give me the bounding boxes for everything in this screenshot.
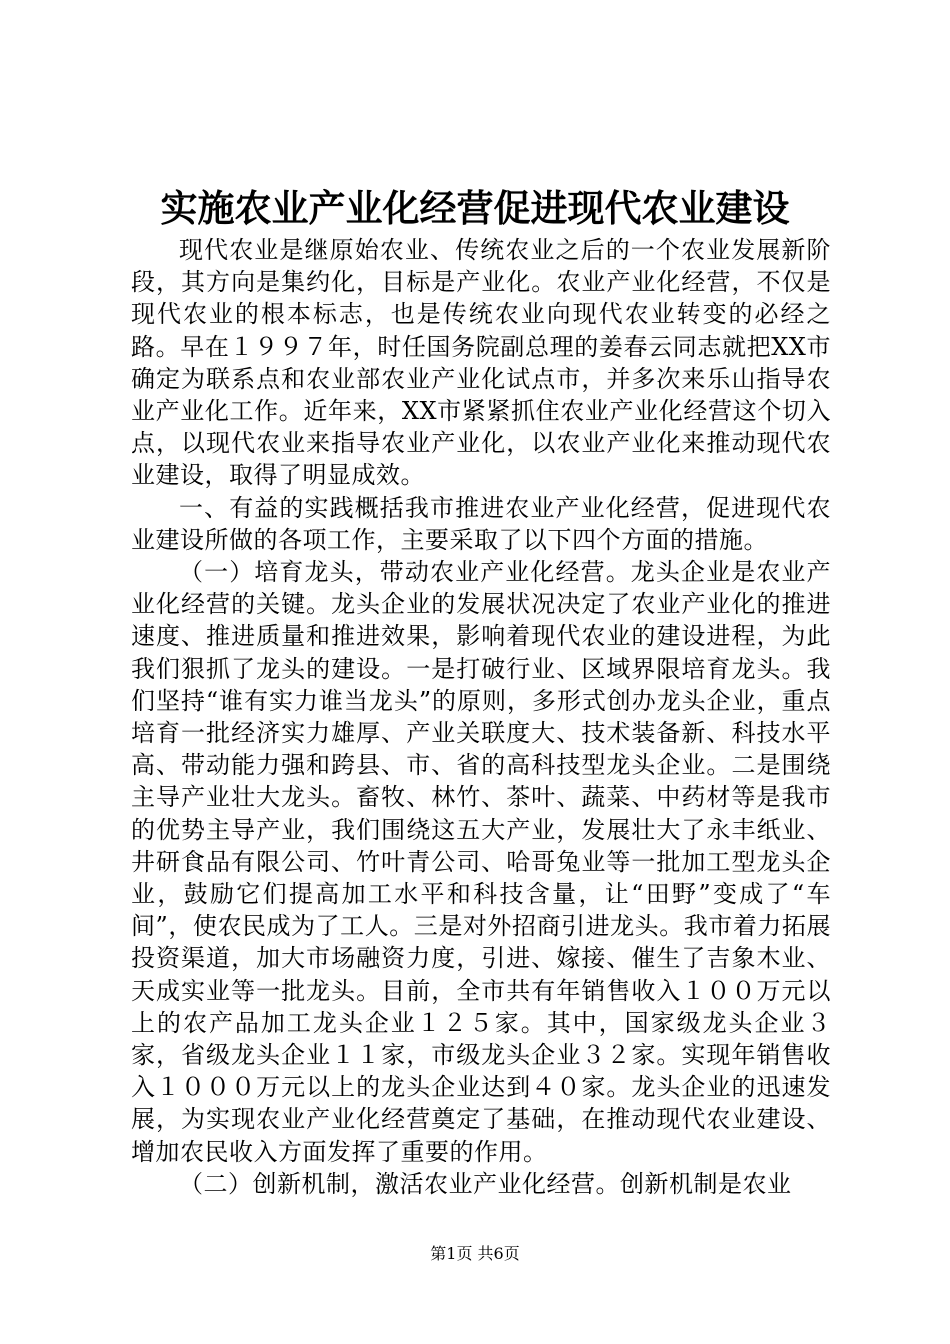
paragraph-section-one: 一、有益的实践概括我市推进农业产业化经营，促进现代农业建设所做的各项工作，主要采取了以下四个方面的措施。	[131, 493, 831, 554]
paragraph-intro: 现代农业是继原始农业、传统农业之后的一个农业发展新阶段，其方向是集约化，目标是产业化。农业产业化经营，不仅是现代农业的根本标志，也是传统农业向现代农业转变的必经之路。早在１９９７年，时任国务院副总理的姜春云同志就把XX市确定为联系点和农业部农业产业化试点市，并多次来乐山指导农业产业化工作。近年来，XX市紧紧抓住农业产业化经营这个切入点，以现代农业来指导农业产业化，以农业产业化来推动现代农业建设，取得了明显成效。	[131, 236, 831, 490]
paragraph-subsection-two: （二）创新机制，激活农业产业化经营。创新机制是农业	[179, 1169, 792, 1198]
document-title: 实施农业产业化经营促进现代农业建设	[160, 186, 790, 230]
paragraph-subsection-one: （一）培育龙头，带动农业产业化经营。龙头企业是农业产业化经营的关键。龙头企业的发展状况决定了农业产业化的推进速度、推进质量和推进效果，影响着现代农业的建设进程，为此我们狠抓了龙头的建设。一是打破行业、区域界限培育龙头。我们坚持“谁有实力谁当龙头”的原则，多形式创办龙头企业，重点培育一批经济实力雄厚、产业关联度大、技术装备新、科技水平高、带动能力强和跨县、市、省的高科技型龙头企业。二是围绕主导产业壮大龙头。畜牧、林竹、茶叶、蔬菜、中药材等是我市的优势主导产业，我们围绕这五大产业，发展壮大了永丰纸业、井研食品有限公司、竹叶青公司、哈哥兔业等一批加工型龙头企业，鼓励它们提高加工水平和科技含量，让“田野”变成了“车间”，使农民成为了工人。三是对外招商引进龙头。我市着力拓展投资渠道，加大市场融资力度，引进、嫁接、催生了吉象木业、天成实业等一批龙头。目前，全市共有年销售收入１００万元以上的农产品加工龙头企业１２５家。其中，国家级龙头企业３家，省级龙头企业１１家，市级龙头企业３２家。实现年销售收入１０００万元以上的龙头企业达到４０家。龙头企业的迅速发展，为实现农业产业化经营奠定了基础，在推动现代农业建设、增加农民收入方面发挥了重要的作用。	[131, 558, 831, 1166]
page-footer: 第1页 共6页	[430, 1244, 520, 1263]
document-body	[131, 234, 831, 1200]
